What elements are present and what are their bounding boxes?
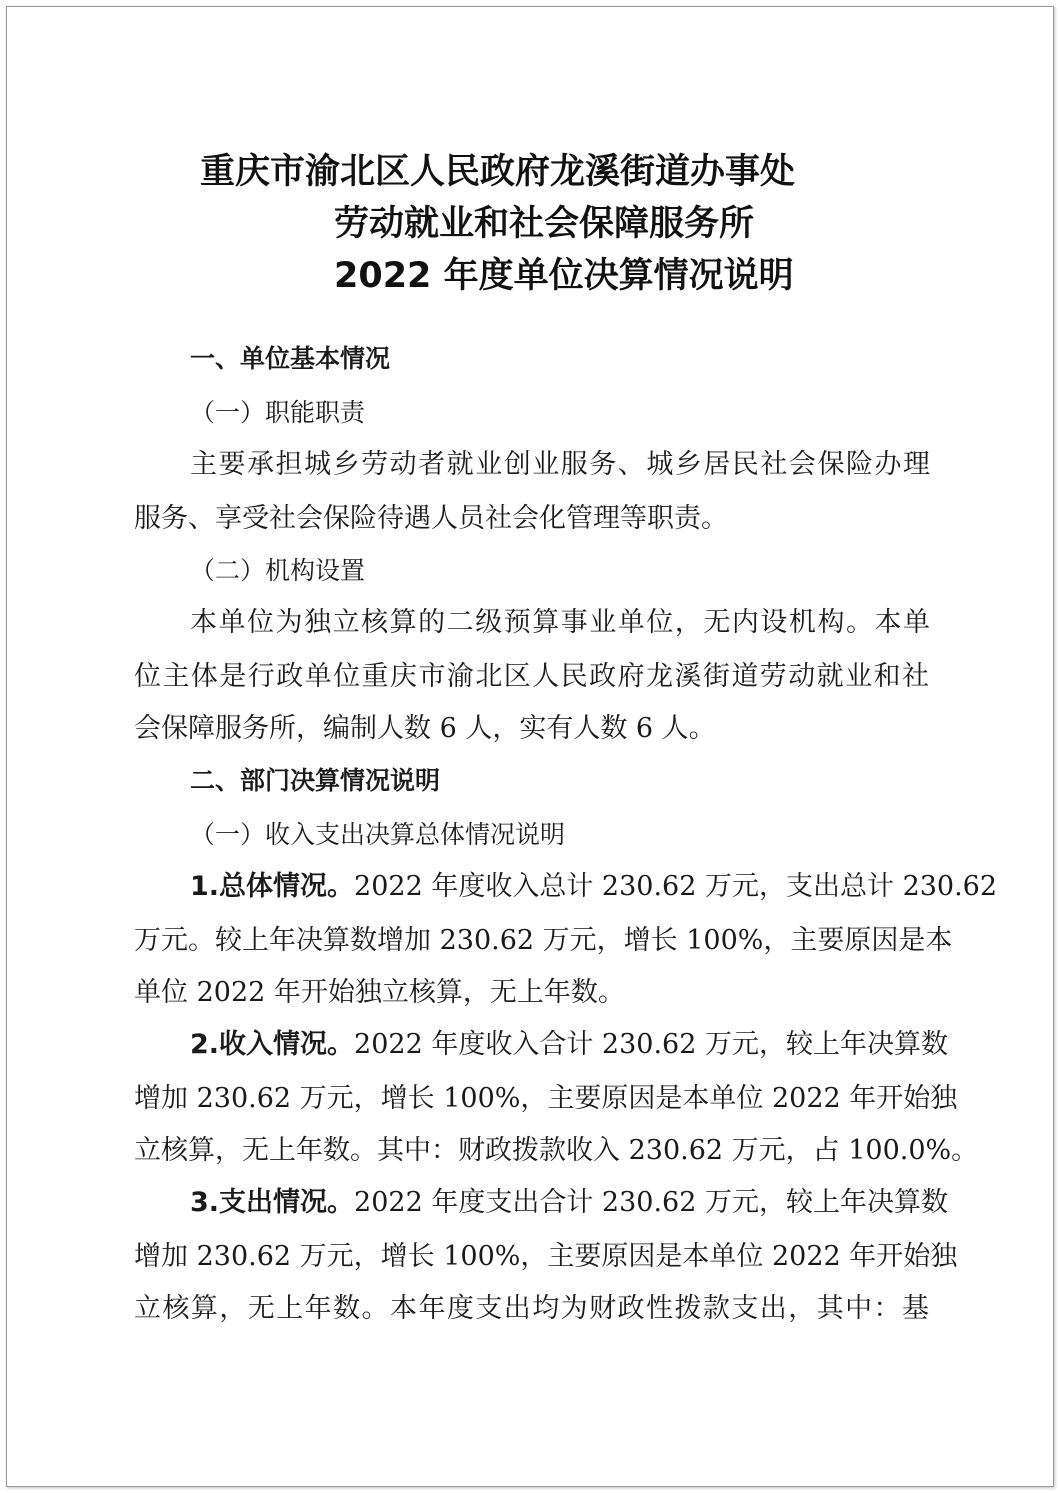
paragraph-text: 2022 年度收入总计 230.62 万元，支出总计 230.62 — [354, 871, 998, 902]
paragraph-line: 万元。较上年决算数增加 230.62 万元，增长 100%，主要原因是本 — [134, 925, 953, 956]
paragraph-lead: 3.支出情况。 — [190, 1187, 355, 1218]
paragraph-line: 单位 2022 年开始独立核算，无上年数。 — [134, 977, 625, 1008]
paragraph-line: 立核算，无上年数。本年度支出均为财政性拨款支出，其中：基 — [134, 1293, 929, 1324]
title-line-1: 重庆市渝北区人民政府龙溪街道办事处 — [200, 152, 796, 192]
paragraph-lead: 2.收入情况。 — [190, 1029, 355, 1060]
paragraph-line: 增加 230.62 万元，增长 100%，主要原因是本单位 2022 年开始独 — [134, 1241, 958, 1272]
paragraph-line-with-lead — [190, 1027, 948, 1063]
paragraph-line: 增加 230.62 万元，增长 100%，主要原因是本单位 2022 年开始独 — [134, 1083, 958, 1114]
title-line-3: 2022 年度单位决算情况说明 — [334, 256, 794, 296]
paragraph-line-with-lead — [190, 1185, 948, 1221]
paragraph-line: 立核算，无上年数。其中：财政拨款收入 230.62 万元，占 100.0%。 — [134, 1135, 979, 1166]
paragraph-line: 位主体是行政单位重庆市渝北区人民政府龙溪街道劳动就业和社 — [134, 661, 929, 692]
paragraph-text: 2022 年度收入合计 230.62 万元，较上年决算数 — [354, 1029, 948, 1060]
paragraph-line: 服务、享受社会保险待遇人员社会化管理等职责。 — [134, 503, 728, 534]
paragraph-line-with-lead — [190, 869, 998, 905]
paragraph-line: 本单位为独立核算的二级预算事业单位，无内设机构。本单 — [190, 607, 930, 638]
subsection-heading-functions: （一）职能职责 — [190, 398, 366, 427]
title-line-2: 劳动就业和社会保障服务所 — [334, 204, 755, 244]
paragraph-line: 主要承担城乡劳动者就业创业服务、城乡居民社会保险办理 — [190, 449, 930, 480]
section-heading-final-accounts: 二、部门决算情况说明 — [190, 766, 441, 795]
section-heading-basic-info: 一、单位基本情况 — [190, 344, 391, 373]
paragraph-lead: 1.总体情况。 — [190, 871, 355, 902]
subsection-heading-income-expense: （一）收入支出决算总体情况说明 — [190, 820, 566, 849]
paragraph-line: 会保障服务所，编制人数 6 人，实有人数 6 人。 — [134, 713, 716, 744]
paragraph-text: 2022 年度支出合计 230.62 万元，较上年决算数 — [354, 1187, 948, 1218]
subsection-heading-organization: （二）机构设置 — [190, 556, 366, 585]
